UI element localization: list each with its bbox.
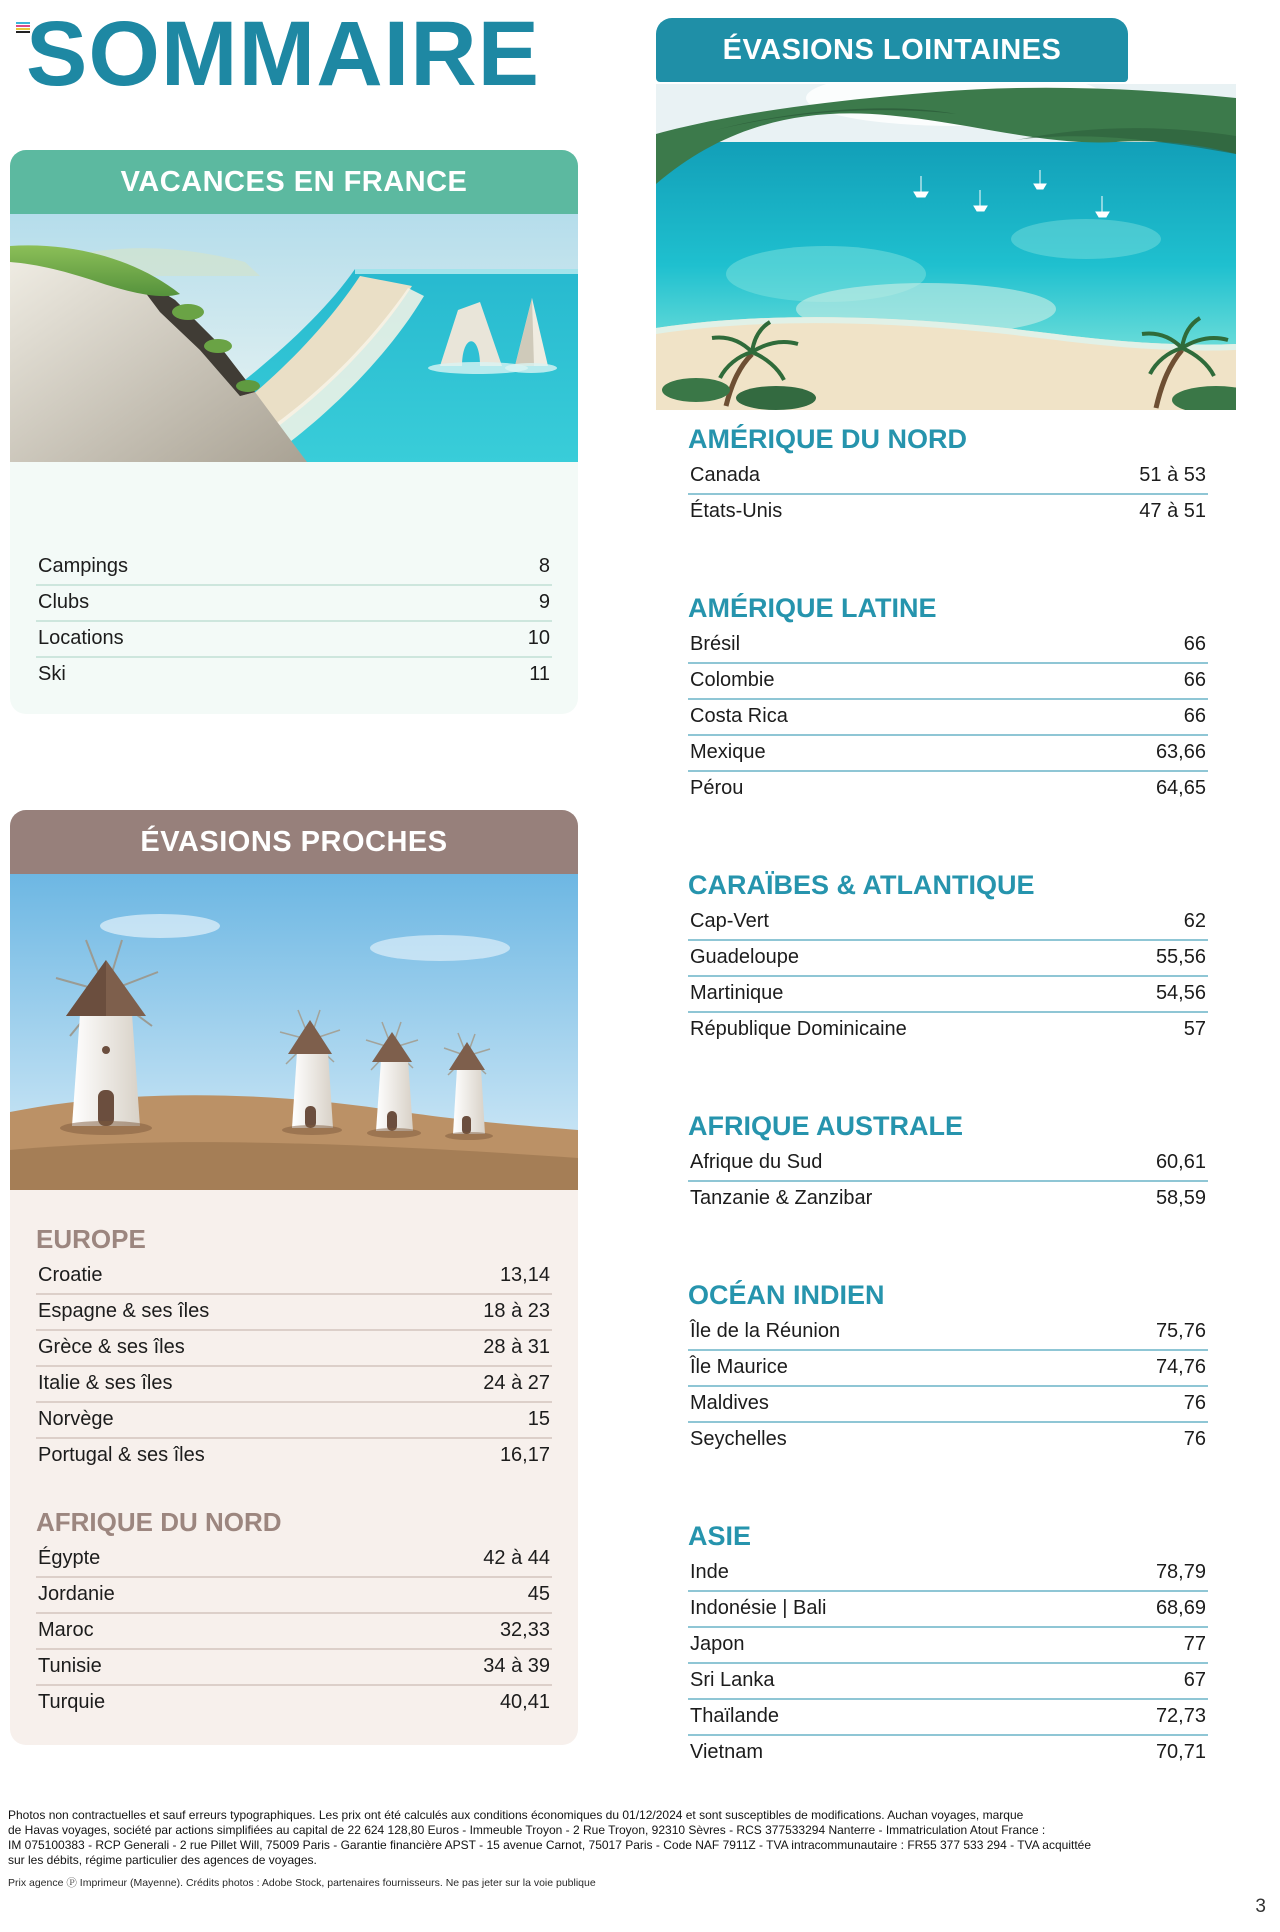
toc-item[interactable] bbox=[688, 1146, 1208, 1182]
toc-item-label: Ski bbox=[38, 663, 66, 685]
toc-item-label: Sri Lanka bbox=[690, 1669, 775, 1691]
toc-item-pages: 62 bbox=[1183, 910, 1206, 932]
legal-footer bbox=[8, 1808, 1272, 1891]
toc-item-label: Canada bbox=[690, 464, 761, 486]
toc-item-label: Jordanie bbox=[38, 1583, 115, 1605]
card-vacances-en-france bbox=[10, 150, 578, 714]
toc-section-ocean-indien bbox=[688, 1280, 1208, 1457]
toc-item[interactable] bbox=[36, 1295, 552, 1331]
toc-item[interactable] bbox=[36, 1686, 552, 1720]
toc-list-afrique-australe bbox=[688, 1146, 1208, 1216]
toc-item-label: Île Maurice bbox=[690, 1356, 788, 1378]
toc-list-afrique-du-nord bbox=[36, 1542, 552, 1720]
toc-item-pages: 66 bbox=[1183, 633, 1206, 655]
toc-item-pages: 66 bbox=[1183, 705, 1206, 727]
toc-item-pages: 11 bbox=[529, 663, 550, 685]
toc-item-pages: 74,76 bbox=[1155, 1356, 1206, 1378]
toc-item-pages: 77 bbox=[1183, 1633, 1206, 1655]
toc-item-label: Pérou bbox=[690, 777, 744, 799]
etretat-cliffs-photo bbox=[10, 214, 578, 462]
toc-item-label: Espagne & ses îles bbox=[38, 1300, 210, 1322]
toc-item[interactable] bbox=[688, 941, 1208, 977]
toc-item[interactable] bbox=[688, 1556, 1208, 1592]
legal-line: IM 075100383 - RCP Generali - 2 rue Pillet Will, 75009 Paris - Garantie financière APST - 15 avenue Carnot, 75017 Paris - Code NAF 7911Z - TVA intracommunautaire : FR55 377 533 294 - TVA acquittée bbox=[8, 1838, 1092, 1852]
section-title-afrique-du-nord: AFRIQUE DU NORD bbox=[36, 1507, 282, 1537]
evasions-lointaines-sections bbox=[688, 424, 1208, 1834]
toc-item-pages: 13,14 bbox=[499, 1264, 550, 1286]
toc-item-label: Indonésie | Bali bbox=[690, 1597, 827, 1619]
toc-item-pages: 63,66 bbox=[1155, 741, 1206, 763]
credits-line: Prix agence Ⓟ Imprimeur (Mayenne). Crédits photos : Adobe Stock, partenaires fournisseurs. Ne pas jeter sur la voie publique bbox=[8, 1877, 596, 1889]
toc-item-pages: 78,79 bbox=[1155, 1561, 1206, 1583]
mykonos-windmills-photo bbox=[10, 874, 578, 1190]
toc-list-amerique-latine bbox=[688, 628, 1208, 806]
toc-item-label: Croatie bbox=[38, 1264, 103, 1286]
toc-item[interactable] bbox=[36, 1367, 552, 1403]
toc-item-pages: 45 bbox=[527, 1583, 550, 1605]
toc-item-label: Japon bbox=[690, 1633, 745, 1655]
toc-item[interactable] bbox=[36, 586, 552, 622]
legal-line: Photos non contractuelles et sauf erreurs typographiques. Les prix ont été calculés aux conditions économiques du 01/12/2024 et sont susceptibles de modifications. Auchan voyages, marque bbox=[8, 1808, 1024, 1822]
toc-item[interactable] bbox=[688, 1013, 1208, 1047]
toc-item-label: Cap-Vert bbox=[690, 910, 769, 932]
toc-item[interactable] bbox=[688, 977, 1208, 1013]
toc-item-label: Maldives bbox=[690, 1392, 769, 1414]
toc-item[interactable] bbox=[36, 1542, 552, 1578]
toc-item-pages: 64,65 bbox=[1155, 777, 1206, 799]
toc-item[interactable] bbox=[688, 736, 1208, 772]
toc-item-label: Égypte bbox=[38, 1547, 101, 1569]
toc-list-asie bbox=[688, 1556, 1208, 1770]
section-title-europe: EUROPE bbox=[36, 1224, 146, 1254]
toc-item-label: Vietnam bbox=[690, 1741, 764, 1763]
toc-item-pages: 57 bbox=[1183, 1018, 1206, 1040]
toc-item-pages: 47 à 51 bbox=[1139, 500, 1206, 522]
toc-item-pages: 15 bbox=[527, 1408, 550, 1430]
toc-item[interactable] bbox=[688, 1628, 1208, 1664]
toc-item[interactable] bbox=[688, 905, 1208, 941]
toc-item-label: Afrique du Sud bbox=[690, 1151, 823, 1173]
toc-item[interactable] bbox=[36, 1403, 552, 1439]
toc-item[interactable] bbox=[36, 1614, 552, 1650]
toc-list-vacances-en-france bbox=[10, 462, 578, 692]
toc-item-pages: 42 à 44 bbox=[483, 1547, 550, 1569]
toc-item-pages: 9 bbox=[538, 591, 550, 613]
toc-item-pages: 55,56 bbox=[1155, 946, 1206, 968]
toc-item-label: Brésil bbox=[690, 633, 741, 655]
toc-item-pages: 60,61 bbox=[1155, 1151, 1206, 1173]
toc-item-label: Guadeloupe bbox=[690, 946, 799, 968]
toc-item-pages: 54,56 bbox=[1155, 982, 1206, 1004]
toc-item[interactable] bbox=[688, 700, 1208, 736]
toc-item-label: Portugal & ses îles bbox=[38, 1444, 205, 1466]
toc-item-pages: 58,59 bbox=[1155, 1187, 1206, 1209]
toc-item-label: Turquie bbox=[38, 1691, 106, 1713]
toc-section-europe bbox=[10, 1224, 578, 1473]
toc-section-afrique-australe bbox=[688, 1111, 1208, 1216]
toc-item-pages: 32,33 bbox=[499, 1619, 550, 1641]
toc-item-pages: 70,71 bbox=[1155, 1741, 1206, 1763]
toc-item[interactable] bbox=[688, 1592, 1208, 1628]
tropical-bay-photo bbox=[656, 84, 1236, 410]
toc-item-pages: 76 bbox=[1183, 1392, 1206, 1414]
toc-list-europe bbox=[36, 1259, 552, 1473]
section-title-amerique-latine: AMÉRIQUE LATINE bbox=[688, 593, 937, 623]
toc-item[interactable] bbox=[688, 1736, 1208, 1770]
section-header-evasions-lointaines: ÉVASIONS LOINTAINES bbox=[656, 18, 1128, 82]
page-title: SOMMAIRE bbox=[26, 3, 540, 105]
toc-item[interactable] bbox=[36, 1439, 552, 1473]
section-title-asie: ASIE bbox=[688, 1521, 752, 1551]
section-header-vacances-en-france: VACANCES EN FRANCE bbox=[10, 150, 578, 214]
toc-item[interactable] bbox=[688, 628, 1208, 664]
toc-item-label: Seychelles bbox=[690, 1428, 787, 1450]
toc-item-label: Tanzanie & Zanzibar bbox=[690, 1187, 873, 1209]
toc-item-pages: 16,17 bbox=[499, 1444, 550, 1466]
toc-item-pages: 51 à 53 bbox=[1139, 464, 1206, 486]
toc-item-label: Inde bbox=[690, 1561, 729, 1583]
toc-item[interactable] bbox=[688, 772, 1208, 806]
toc-section-caraibes-atlantique bbox=[688, 870, 1208, 1047]
toc-item-label: Mexique bbox=[690, 741, 766, 763]
toc-list-ocean-indien bbox=[688, 1315, 1208, 1457]
toc-item[interactable] bbox=[36, 1259, 552, 1295]
toc-item-label: Martinique bbox=[690, 982, 784, 1004]
toc-item-pages: 67 bbox=[1183, 1669, 1206, 1691]
toc-item-label: Maroc bbox=[38, 1619, 94, 1641]
toc-item[interactable] bbox=[688, 1315, 1208, 1351]
toc-item-label: Italie & ses îles bbox=[38, 1372, 173, 1394]
toc-item[interactable] bbox=[688, 1387, 1208, 1423]
toc-item[interactable] bbox=[688, 1182, 1208, 1216]
toc-item-label: Thaïlande bbox=[690, 1705, 779, 1727]
toc-item[interactable] bbox=[688, 459, 1208, 495]
toc-item-pages: 18 à 23 bbox=[483, 1300, 550, 1322]
toc-item-label: Clubs bbox=[38, 591, 90, 613]
toc-item-label: États-Unis bbox=[690, 500, 783, 522]
section-title-afrique-australe: AFRIQUE AUSTRALE bbox=[688, 1111, 963, 1141]
toc-item-pages: 75,76 bbox=[1155, 1320, 1206, 1342]
toc-section-amerique-du-nord bbox=[688, 424, 1208, 529]
toc-item[interactable] bbox=[36, 1578, 552, 1614]
toc-item[interactable] bbox=[36, 550, 552, 586]
toc-item-label: Costa Rica bbox=[690, 705, 788, 727]
toc-item[interactable] bbox=[36, 1650, 552, 1686]
toc-item[interactable] bbox=[36, 658, 552, 692]
section-title-ocean-indien: OCÉAN INDIEN bbox=[688, 1280, 885, 1310]
toc-item-label: Colombie bbox=[690, 669, 775, 691]
legal-line: sur les débits, régime particulier des agences de voyages. bbox=[8, 1853, 317, 1867]
toc-item-label: Tunisie bbox=[38, 1655, 102, 1677]
toc-item[interactable] bbox=[36, 1331, 552, 1367]
section-title-amerique-du-nord: AMÉRIQUE DU NORD bbox=[688, 424, 968, 454]
toc-list-amerique-du-nord bbox=[688, 459, 1208, 529]
toc-item-pages: 10 bbox=[527, 627, 550, 649]
section-header-evasions-proches: ÉVASIONS PROCHES bbox=[10, 810, 578, 874]
toc-item-label: Locations bbox=[38, 627, 124, 649]
toc-item[interactable] bbox=[688, 664, 1208, 700]
toc-item-pages: 34 à 39 bbox=[483, 1655, 550, 1677]
toc-item[interactable] bbox=[688, 1423, 1208, 1457]
toc-item-label: Grèce & ses îles bbox=[38, 1336, 185, 1358]
toc-item-pages: 76 bbox=[1183, 1428, 1206, 1450]
toc-item[interactable] bbox=[688, 1664, 1208, 1700]
toc-item-label: Campings bbox=[38, 555, 129, 577]
section-title-caraibes-atlantique: CARAÏBES & ATLANTIQUE bbox=[688, 870, 1035, 900]
page-number: 3 bbox=[1255, 1896, 1266, 1917]
toc-item[interactable] bbox=[688, 1351, 1208, 1387]
toc-item-pages: 72,73 bbox=[1155, 1705, 1206, 1727]
toc-item-pages: 24 à 27 bbox=[483, 1372, 550, 1394]
legal-line: de Havas voyages, société par actions simplifiées au capital de 22 624 128,80 Euros - Immeuble Troyon - 2 Rue Troyon, 92310 Sèvres - RCS 377533294 Nanterre - Immatriculation Atout France : bbox=[8, 1823, 1046, 1837]
toc-item-label: Île de la Réunion bbox=[690, 1320, 841, 1342]
toc-item-pages: 8 bbox=[538, 555, 550, 577]
toc-item[interactable] bbox=[688, 495, 1208, 529]
toc-section-amerique-latine bbox=[688, 593, 1208, 806]
toc-item-pages: 40,41 bbox=[499, 1691, 550, 1713]
toc-item-pages: 68,69 bbox=[1155, 1597, 1206, 1619]
toc-list-caraibes-atlantique bbox=[688, 905, 1208, 1047]
toc-item[interactable] bbox=[36, 622, 552, 658]
toc-item-label: République Dominicaine bbox=[690, 1018, 907, 1040]
toc-item[interactable] bbox=[688, 1700, 1208, 1736]
toc-item-pages: 66 bbox=[1183, 669, 1206, 691]
toc-section-asie bbox=[688, 1521, 1208, 1770]
toc-item-label: Norvège bbox=[38, 1408, 114, 1430]
toc-section-afrique-du-nord bbox=[10, 1507, 578, 1720]
toc-item-pages: 28 à 31 bbox=[483, 1336, 550, 1358]
card-evasions-proches bbox=[10, 810, 578, 1745]
